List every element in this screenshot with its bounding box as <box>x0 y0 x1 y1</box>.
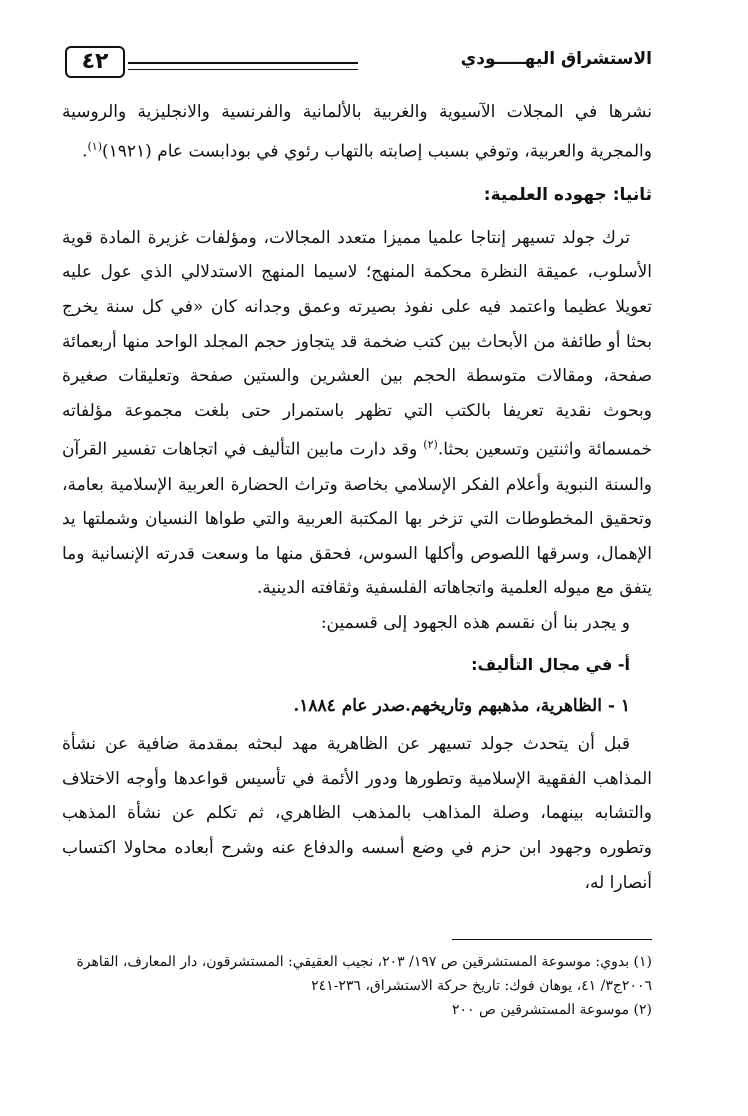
header-rule <box>128 62 358 64</box>
paragraph-1-text: نشرها في المجلات الآسيوية والغربية بالألمانية والفرنسية والانجليزية والروسية والمجرية والعربية، وتوفي بسبب إصابته بالتهاب رئوي في بودابست عام (١٩٢١) <box>62 102 652 162</box>
footnote-1: (١) بدوي: موسوعة المستشرقين ص ١٩٧/ ٢٠٣، نجيب العقيقي: المستشرقون، دار المعارف، القاهرة ٢٠٠٦ج٣/ ٤١، يوهان فوك: تاريخ حركة الاستشراق، ٢٣٦-٢٤١ <box>76 954 652 994</box>
footnote-ref-2: (٢) <box>423 438 438 452</box>
section-heading: ثانيا: جهوده العلمية: <box>483 184 652 205</box>
subsection-heading: أ- في مجال التأليف: <box>471 654 630 674</box>
page-number: ٤٢ <box>65 46 125 78</box>
paragraph-2-text: ترك جولد تسيهر إنتاجا علميا مميزا متعدد المجالات، ومؤلفات غزيرة المادة قوية الأسلوب، عميقة النظرة محكمة المنهج؛ لاسيما المنهج الاستدلالي الذي عول عليه تعويلا عظيما واعتمد فيه على نفوذ بصيرته وعمق وجدانه كان «في كل سنة يخرج بحثا أو طائفة من الأبحاث بين كتب ضخمة قد يتجاوز حجم المجلد الواحد منها أربعمائة صفحة، ومقالات متوسطة الحجم بين العشرين والستين صفحة وتعليقات صغيرة وبحوث نقدية تعريفا بالكتب التي تظهر باستمرار حتى بلغت مجموعة مؤلفاته خمسمائة واثنتين وتسعين بحثا. <box>62 227 653 461</box>
footnote-2: (٢) موسوعة المستشرقين ص ٢٠٠ <box>451 1002 652 1018</box>
paragraph-2-cont: وقد دارت مابين التأليف في اتجاهات تفسير القرآن والسنة النبوية وأعلام الفكر الإسلامي بخاصة وتراث الحضارة العربية الإسلامية بعامة، وتحقيق المخطوطات التي تزخر بها المكتبة العربية والتي طواها النسيان وشملتها يد الإهمال، وسرقها اللصوص وأكلها السوس، فحقق منها ما وسعت قدرته الإنسانية وما يتفق مع ميوله العلمية واتجاهاته الفلسفية وثقافته الدينية. <box>62 440 652 599</box>
footnotes <box>62 950 652 1022</box>
footnote-divider <box>452 939 652 940</box>
paragraph-3: و يجدر بنا أن نقسم هذه الجهود إلى قسمين: <box>320 613 630 634</box>
list-item: ١ - الظاهرية، مذهبهم وتاريخهم.صدر عام ١٨٨٤. <box>293 695 630 716</box>
body-text <box>62 95 652 900</box>
header-rule-thin <box>128 69 358 70</box>
paragraph-1: نشرها في المجلات الآسيوية والغربية بالألمانية والفرنسية والانجليزية والروسية والمجرية والعربية، وتوفي بسبب إصابته بالتهاب رئوي في بودابست عام (١٩٢١)$^{(١)}$. <box>62 102 652 162</box>
page-header <box>60 36 652 86</box>
paragraph-4: قبل أن يتحدث جولد تسيهر عن الظاهرية مهد لبحثه بمقدمة ضافية عن نشأة المذاهب الفقهية الإسلامية وتطورها ودور الأئمة في تأسيس قواعدها وأوجه الاختلاف والتشابه بينهما، وصلة المذاهب بالمذهب الظاهري، ثم تكلم عن نشأة المذهب وتطوره وجهود ابن حزم في وضع أسسه والدفاع عنه وشرح أبعاده محاولا اكتساب أنصارا له، <box>62 734 652 893</box>
footnote-ref-1: (١) <box>87 139 102 153</box>
paragraph-2 <box>62 221 652 606</box>
running-title: الاستشراق اليهـــــودي <box>460 49 652 69</box>
